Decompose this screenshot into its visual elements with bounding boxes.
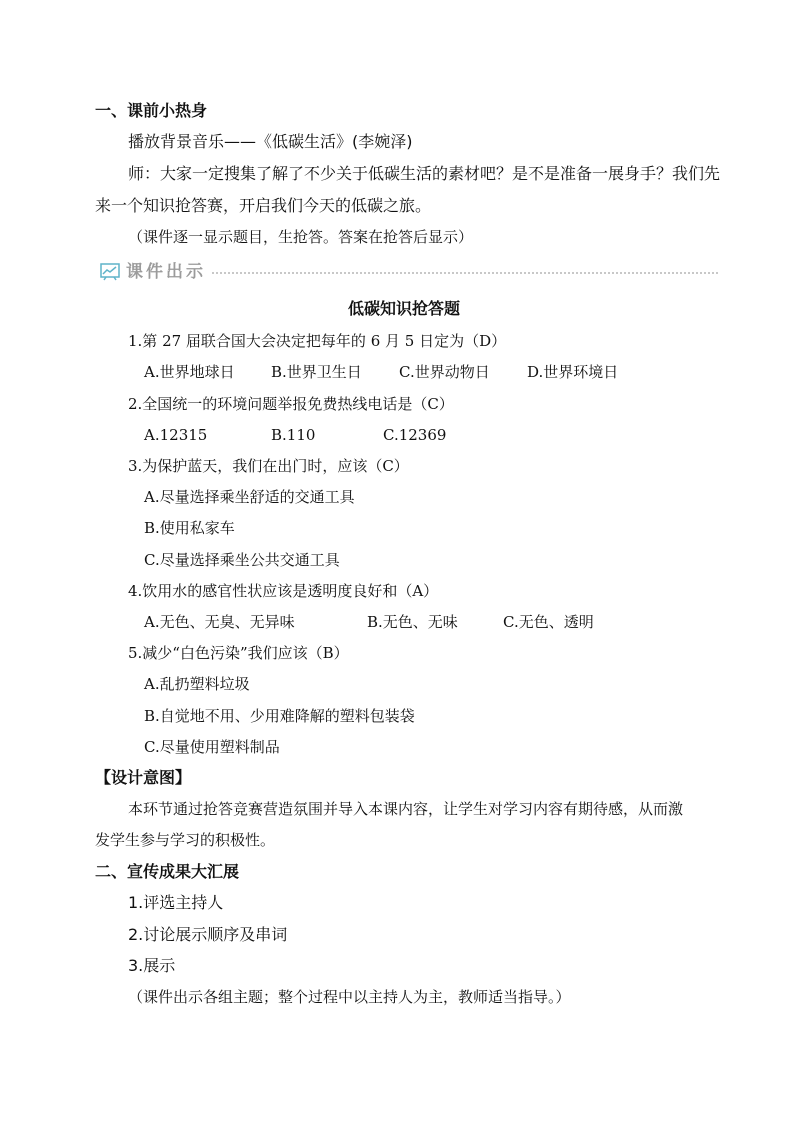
q1-option-c: C.世界动物日	[399, 363, 490, 381]
music-line: 播放背景音乐——《低碳生活》(李婉泽)	[128, 132, 413, 151]
section1-heading: 一、课前小热身	[95, 101, 208, 120]
quiz-title: 低碳知识抢答题	[348, 299, 461, 318]
question-1: 1.第 27 届联合国大会决定把每年的 6 月 5 日定为（D）	[128, 332, 507, 350]
q2-option-b: B.110	[271, 426, 316, 444]
section2-item-2: 2.讨论展示顺序及串词	[128, 925, 288, 944]
question-4: 4.饮用水的感官性状应该是透明度良好和（A）	[128, 582, 439, 600]
q4-option-a: A.无色、无臭、无异味	[144, 613, 295, 631]
q3-option-a: A.尽量选择乘坐舒适的交通工具	[144, 488, 355, 506]
q2-option-c: C.12369	[383, 426, 447, 444]
section2-item-3: 3.展示	[128, 956, 176, 975]
q5-option-a: A.乱扔塑料垃圾	[144, 675, 250, 693]
q5-option-c: C.尽量使用塑料制品	[144, 738, 280, 756]
q1-option-b: B.世界卫生日	[271, 363, 362, 381]
courseware-banner	[100, 261, 718, 283]
q4-option-b: B.无色、无味	[367, 613, 458, 631]
section2-note: （课件出示各组主题；整个过程中以主持人为主，教师适当指导。）	[128, 988, 571, 1006]
section2-item-1: 1.评选主持人	[128, 893, 224, 912]
courseware-label: 课件出示	[126, 262, 206, 282]
q5-option-b: B.自觉地不用、少用难降解的塑料包装袋	[144, 707, 415, 725]
teacher-line-2: 来一个知识抢答赛，开启我们今天的低碳之旅。	[95, 196, 432, 215]
q4-option-c: C.无色、透明	[503, 613, 594, 631]
design-line-2: 发学生参与学习的积极性。	[95, 831, 276, 849]
q1-option-a: A.世界地球日	[144, 363, 235, 381]
q2-option-a: A.12315	[144, 426, 208, 444]
section1-note: （课件逐一显示题目，生抢答。答案在抢答后显示）	[128, 228, 474, 246]
design-heading: 【设计意图】	[95, 768, 192, 787]
q1-option-d: D.世界环境日	[527, 363, 619, 381]
dotted-divider	[212, 272, 718, 274]
q3-option-c: C.尽量选择乘坐公共交通工具	[144, 551, 340, 569]
teacher-line-1: 师：大家一定搜集了解了不少关于低碳生活的素材吧？是不是准备一展身手？我们先	[128, 164, 721, 183]
q3-option-b: B.使用私家车	[144, 519, 235, 537]
design-line-1: 本环节通过抢答竞赛营造氛围并导入本课内容，让学生对学习内容有期待感，从而激	[128, 800, 684, 818]
question-2: 2.全国统一的环境问题举报免费热线电话是（C）	[128, 395, 454, 413]
section2-heading: 二、宣传成果大汇展	[95, 862, 240, 881]
chart-icon	[100, 263, 120, 281]
question-3: 3.为保护蓝天，我们在出门时，应该（C）	[128, 457, 409, 475]
question-5: 5.减少“白色污染”我们应该（B）	[128, 644, 349, 662]
